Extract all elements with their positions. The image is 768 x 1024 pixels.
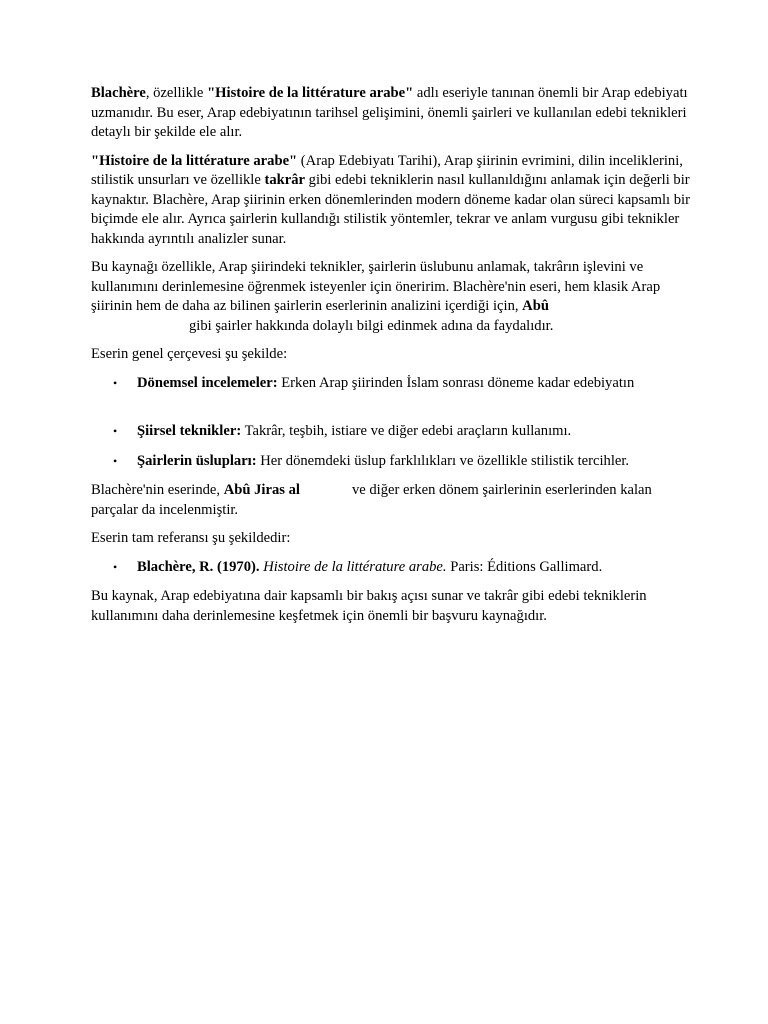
reference-publisher: Paris: Éditions Gallimard. [446,558,603,575]
paragraph-intro [91,84,691,143]
list-item [91,374,691,394]
paragraph-poets [91,481,691,520]
paragraph-text: gibi edebi tekniklerin nasıl kullanıldığını anlamak için değerli bir kaynaktır. Blachère, Arap şiirinin erken dönemlerinden modern döneme kadar olan süreci kapsamlı bir biçimde ele alır. Ayrıca şairlerin kullandığı stilistik yöntemler, tekrar ve anlam vurgusu gibi teknikler hakkında ayrıntılı analizler sunar. [91,172,690,247]
document-body [91,84,691,635]
reference-list [91,558,691,578]
paragraph-text: ve diğer erken dönem şairlerinin eserlerinden kalan parçalar da incelenmiştir. [91,482,652,518]
paragraph-framework-intro: Eserin genel çerçevesi şu şekilde: [91,346,288,362]
paragraph-book-description [91,152,691,250]
paragraph-text: adlı eseriyle tanınan önemli bir Arap edebiyatı uzmanıdır. Bu eser, Arap edebiyatının tarihsel gelişimini, önemli şairleri ve kullanılan edebi teknikleri detaylı bir şekilde ele alır. [91,85,688,140]
paragraph-reference-intro: Eserin tam referansı şu şekildedir: [91,530,291,546]
list-item-heading: Şiirsel teknikler: [137,423,242,439]
reference-title: Histoire de la littérature arabe. [263,558,447,575]
list-item-heading: Şairlerin üslupları: [137,452,257,469]
book-title: "Histoire de la littérature arabe" [207,85,414,101]
term-takrar: takrâr [264,172,306,188]
list-item-text: Takrâr, teşbih, istiare ve diğer edebi araçların kullanımı. [241,423,572,439]
reference-author: Blachère, R. (1970). [137,558,260,575]
author-name: Blachère [91,85,146,101]
list-item-text: Erken Arap şiirinden İslam sonrası döneme kadar edebiyatın [277,374,635,391]
bullet-icon: • [113,375,118,390]
paragraph-text: (Arap Edebiyatı Tarihi), Arap şiirinin evrimini, dilin inceliklerini, stilistik unsurları ve özellikle [91,152,683,188]
bullet-icon: • [113,453,118,468]
reference-item [91,558,691,578]
list-item [91,452,691,472]
poet-name: Abû [522,298,549,314]
bullet-icon: • [113,559,118,574]
bullet-icon: • [113,424,118,438]
book-title: "Histoire de la littérature arabe" [91,152,298,169]
list-item [91,422,691,442]
paragraph-recommendation [91,258,691,336]
list-item-text: Her dönemdeki üslup farklılıkları ve özellikle stilistik tercihler. [256,452,630,469]
framework-list [91,374,691,472]
poet-name: Abû Jiras al [223,482,300,498]
list-item-heading: Dönemsel incelemeler: [137,374,278,391]
paragraph-text: , özellikle [145,85,208,101]
paragraph-text: Blachère'nin eserinde, [91,482,224,498]
paragraph-conclusion: Bu kaynak, Arap edebiyatına dair kapsamlı bir bakış açısı sunar ve takrâr gibi edebi tekniklerin kullanımını daha derinlemesine keşfetmek için önemli bir başvuru kaynağıdır. [91,588,647,624]
paragraph-text: gibi şairler hakkında dolaylı bilgi edinmek adına da faydalıdır. [189,317,554,334]
paragraph-text: Bu kaynağı özellikle, Arap şiirindeki teknikler, şairlerin üslubunu anlamak, takrârın işlevini ve kullanımını derinlemesine öğrenmek isteyenler için öneririm. Blachère'nin eseri, hem klasik Arap şiirinin hem de daha az bilinen şairlerin eserlerinin analizini içerdiği için, [91,259,661,314]
